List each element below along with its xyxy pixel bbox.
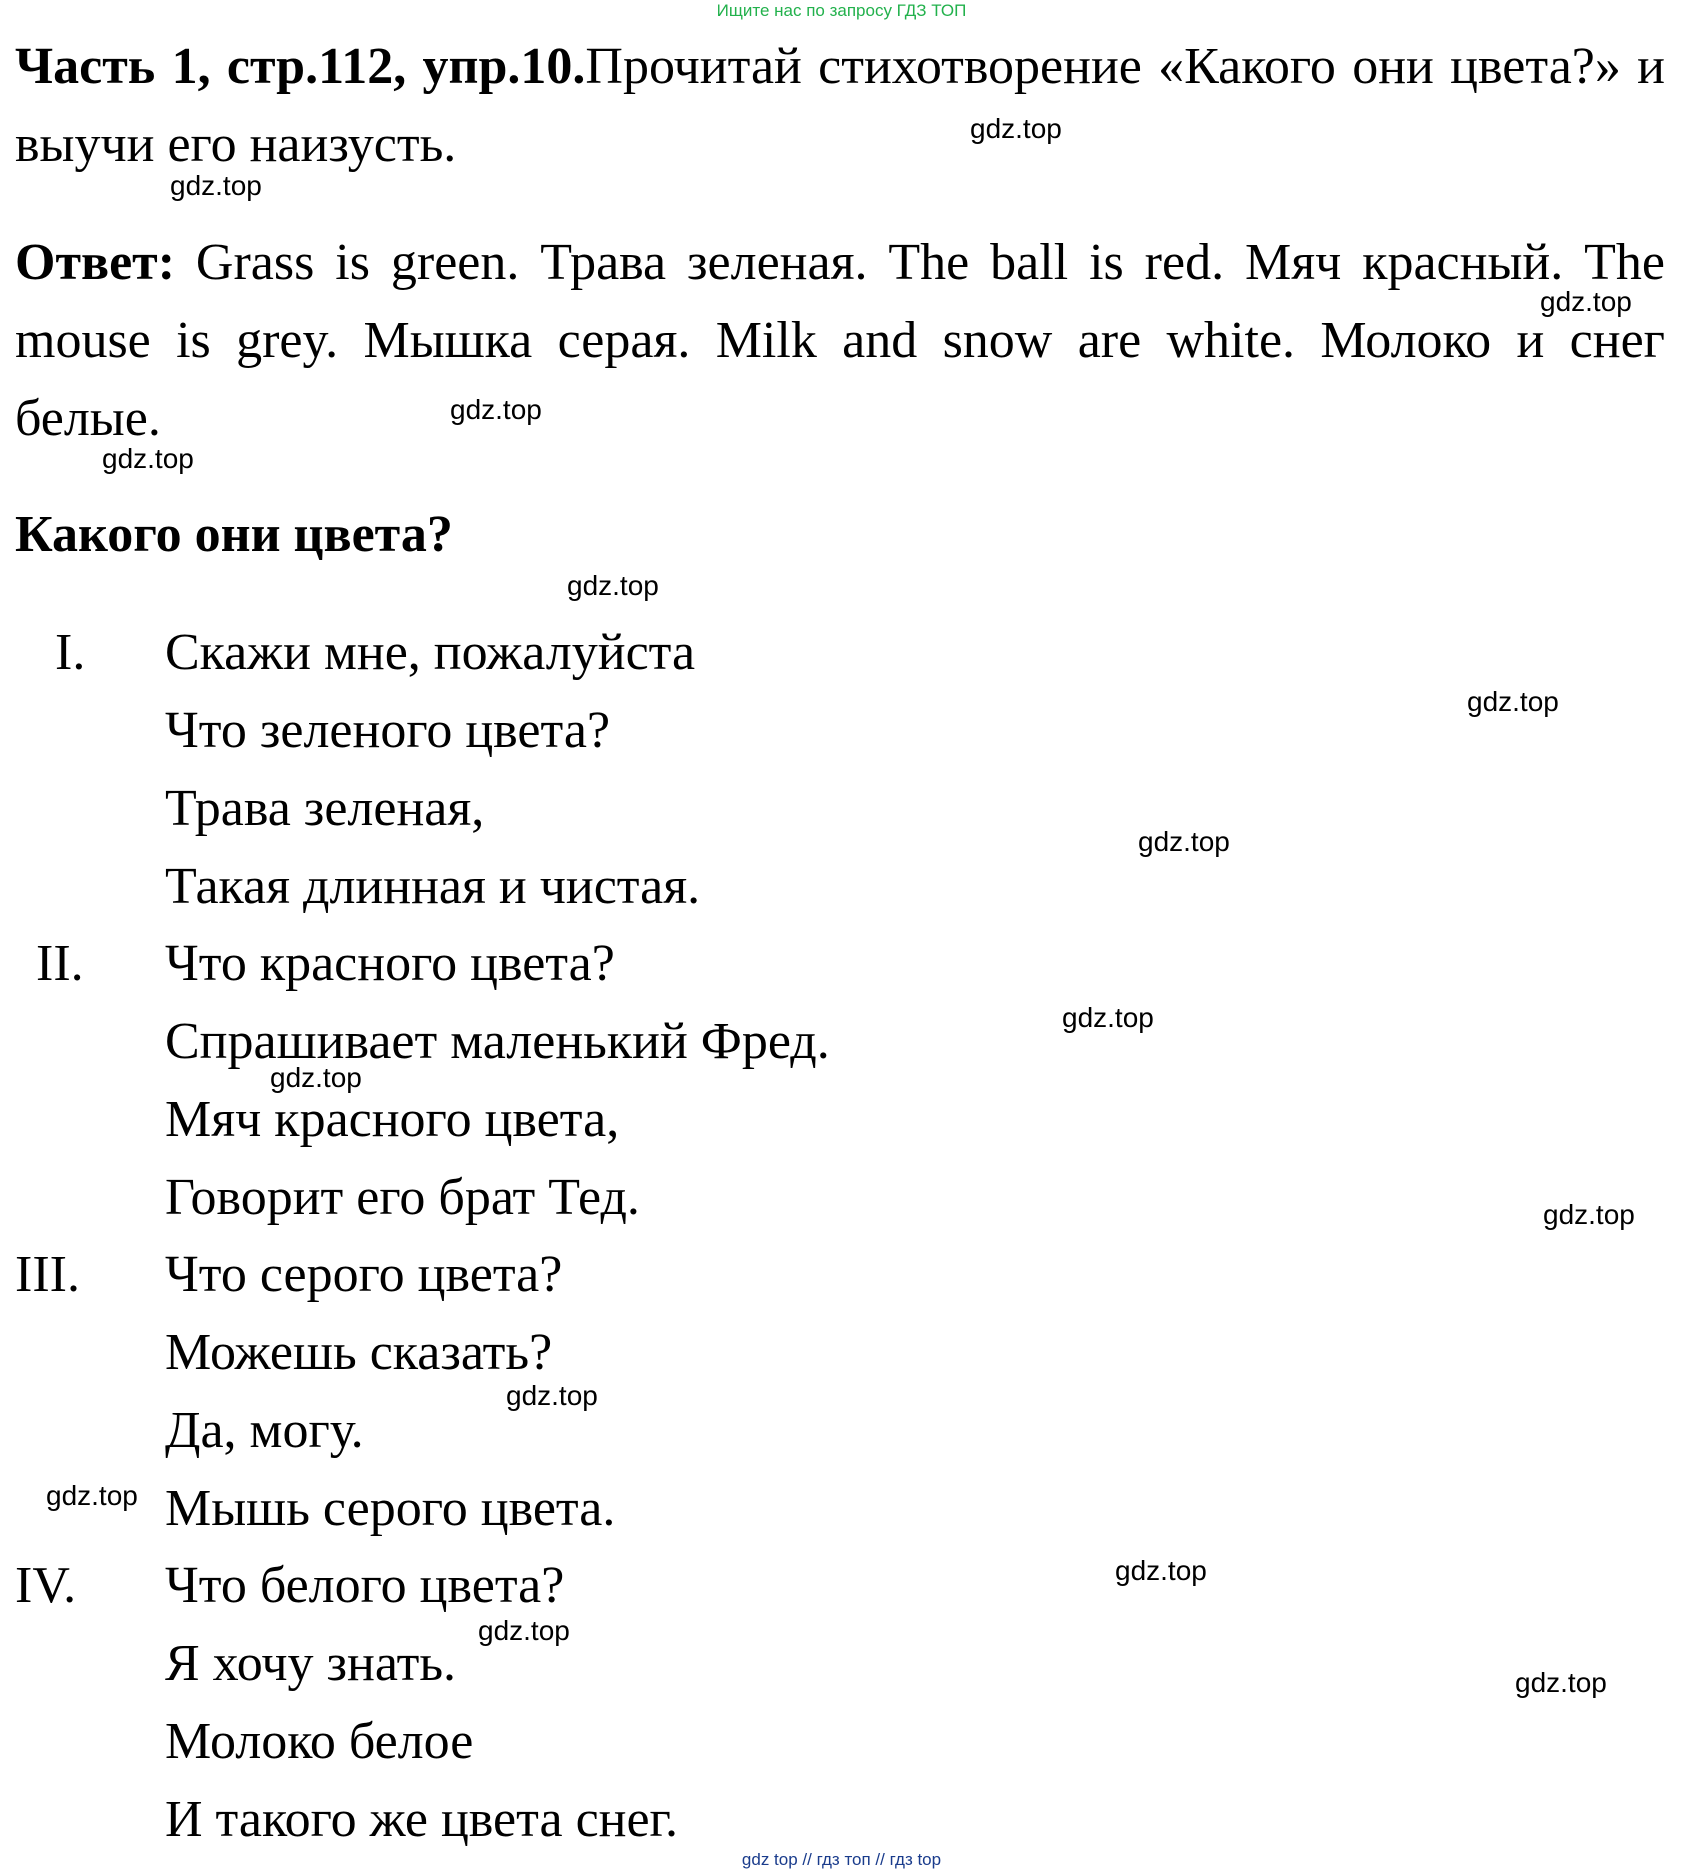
watermark: gdz.top xyxy=(478,1615,570,1646)
watermark: gdz.top xyxy=(1543,1199,1635,1230)
poem-line: И такого же цвета снег. xyxy=(165,1791,679,1848)
watermark: gdz.top xyxy=(1062,1002,1154,1033)
watermark: gdz.top xyxy=(1138,826,1230,857)
watermark: gdz.top xyxy=(1467,686,1559,717)
footer-links[interactable]: gdz top // гдз топ // гдз top xyxy=(741,1850,942,1869)
poem-line: Да, могу. xyxy=(165,1402,364,1459)
watermark: gdz.top xyxy=(450,394,542,425)
stanza-number: IV. xyxy=(15,1557,77,1614)
poem-line: Я хочу знать. xyxy=(165,1635,457,1692)
poem-line: Такая длинная и чистая. xyxy=(165,858,701,915)
poem-line: Скажи мне, пожалуйста xyxy=(165,624,696,681)
answer-text: Grass is green. Трава зеленая. The ball is red. Мяч красный. The mouse is grey. Мышка серая. Milk and snow are white. Молоко и снег белые. xyxy=(15,234,1665,447)
poem-line: Что белого цвета? xyxy=(165,1557,565,1614)
poem-line: Трава зеленая, xyxy=(165,780,485,837)
watermark: gdz.top xyxy=(506,1380,598,1411)
watermark: gdz.top xyxy=(170,170,262,201)
poem-line: Спрашивает маленький Фред. xyxy=(165,1013,830,1070)
poem-title: Какого они цвета? xyxy=(15,506,453,563)
task-paragraph xyxy=(15,28,1665,184)
task-reference: Часть 1, стр.112, упр.10. xyxy=(15,38,586,95)
stanza-number: II. xyxy=(36,935,84,992)
watermark: gdz.top xyxy=(46,1480,138,1511)
stanza-number: III. xyxy=(15,1246,80,1303)
answer-label: Ответ: xyxy=(15,234,176,291)
poem-line: Молоко белое xyxy=(165,1713,474,1770)
poem-line: Что красного цвета? xyxy=(165,935,615,992)
watermark: gdz.top xyxy=(1515,1667,1607,1698)
poem-line: Говорит его брат Тед. xyxy=(165,1169,640,1226)
stanza-number: I. xyxy=(55,624,86,681)
poem-line: Мяч красного цвета, xyxy=(165,1091,620,1148)
watermark: gdz.top xyxy=(567,570,659,601)
poem-line: Что серого цвета? xyxy=(165,1246,563,1303)
poem-line: Мышь серого цвета. xyxy=(165,1480,616,1537)
watermark: gdz.top xyxy=(1115,1555,1207,1586)
poem-line: Что зеленого цвета? xyxy=(165,702,611,759)
task-text: Прочитай стихотворение «Какого они цвета?» и выучи его наизусть. xyxy=(15,38,1665,173)
watermark: gdz.top xyxy=(270,1062,362,1093)
top-banner[interactable]: Ищите нас по запросу ГДЗ ТОП xyxy=(716,1,967,20)
watermark: gdz.top xyxy=(970,113,1062,144)
answer-paragraph xyxy=(15,224,1665,458)
watermark: gdz.top xyxy=(1540,286,1632,317)
watermark: gdz.top xyxy=(102,443,194,474)
poem-line: Можешь сказать? xyxy=(165,1324,553,1381)
